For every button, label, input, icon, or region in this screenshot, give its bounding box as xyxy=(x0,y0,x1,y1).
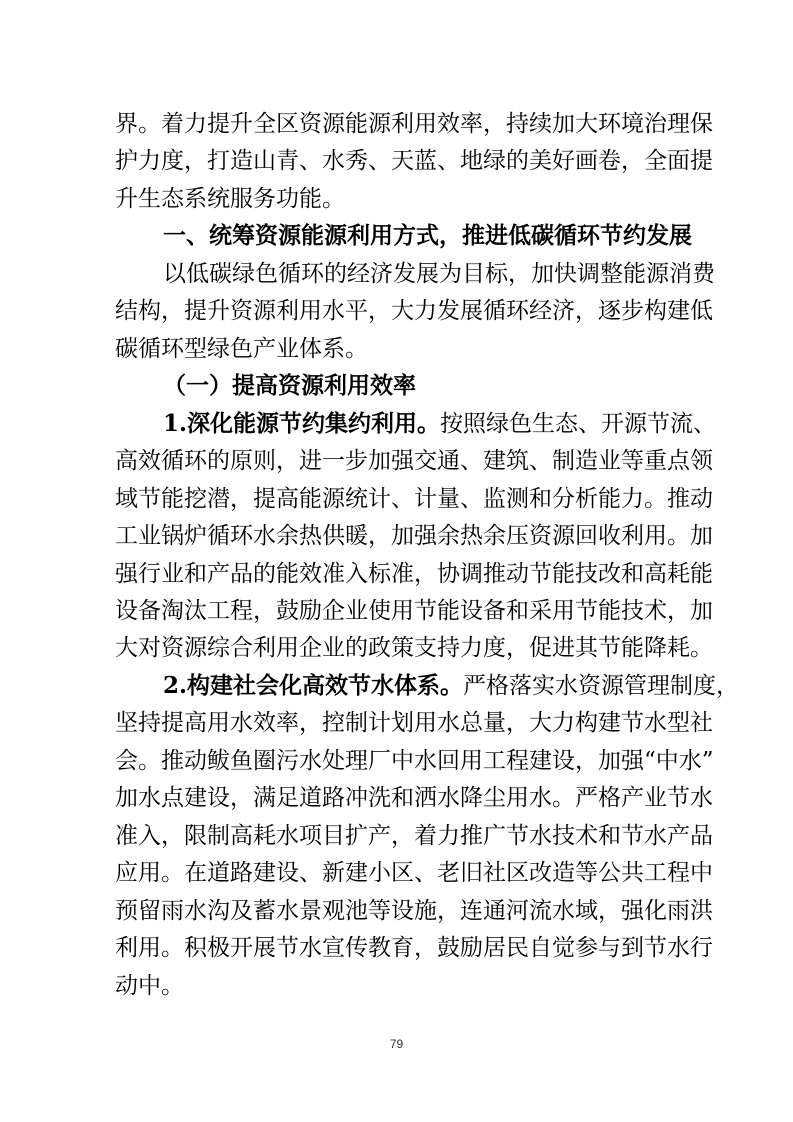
paragraph-line: 强行业和产品的能效准入标准，协调推动节能技改和高耗能 xyxy=(115,560,713,587)
item-title: 1.深化能源节约集约利用。 xyxy=(163,409,441,437)
item-text: 严格落实水资源管理制度， xyxy=(463,672,740,699)
item-title: 2.构建社会化高效节水体系。 xyxy=(163,671,464,699)
paragraph-line: 工业锅炉循环水余热供暖，加强余热余压资源回收利用。加 xyxy=(115,523,713,550)
paragraph-line: 设备淘汰工程，鼓励企业使用节能设备和采用节能技术，加 xyxy=(115,597,713,624)
paragraph-line: 大对资源综合利用企业的政策支持力度，促进其节能降耗。 xyxy=(115,635,713,662)
paragraph-line: 护力度，打造山青、水秀、天蓝、地绿的美好画卷，全面提 xyxy=(115,148,713,175)
section-heading: 一、统筹资源能源利用方式，推进低碳循环节约发展 xyxy=(163,223,692,250)
paragraph-line: 动中。 xyxy=(115,972,184,999)
paragraph-line: 加水点建设，满足道路冲洗和洒水降尘用水。严格产业节水 xyxy=(115,785,713,812)
paragraph-line: 应用。在道路建设、新建小区、老旧社区改造等公共工程中 xyxy=(115,860,713,887)
paragraph-line: 碳循环型绿色产业体系。 xyxy=(115,335,368,362)
paragraph-line: 准入，限制高耗水项目扩产，着力推广节水技术和节水产品 xyxy=(115,822,713,849)
paragraph-line: 高效循环的原则，进一步加强交通、建筑、制造业等重点领 xyxy=(115,448,713,475)
page-number: 79 xyxy=(389,1037,404,1051)
paragraph-line: 结构，提升资源利用水平，大力发展循环经济，逐步构建低 xyxy=(115,298,713,325)
paragraph-line: 域节能挖潜，提高能源统计、计量、监测和分析能力。推动 xyxy=(115,485,713,512)
paragraph-line: 以低碳绿色循环的经济发展为目标，加快调整能源消费 xyxy=(163,260,715,287)
item-text: 按照绿色生态、开源节流、 xyxy=(440,410,717,437)
paragraph-line: 坚持提高用水效率，控制计划用水总量，大力构建节水型社 xyxy=(115,710,713,737)
paragraph-line: 利用。积极开展节水宣传教育，鼓励居民自觉参与到节水行 xyxy=(115,935,713,962)
paragraph-line: 升生态系统服务功能。 xyxy=(115,185,345,212)
paragraph-line: 会。推动鲅鱼圈污水处理厂中水回用工程建设，加强“中水” xyxy=(115,747,714,774)
paragraph-line: 界。着力提升全区资源能源利用效率，持续加大环境治理保 xyxy=(115,111,713,137)
paragraph-line: 预留雨水沟及蓄水景观池等设施，连通河流水域，强化雨洪 xyxy=(115,897,713,924)
subsection-heading: （一）提高资源利用效率 xyxy=(163,372,416,400)
